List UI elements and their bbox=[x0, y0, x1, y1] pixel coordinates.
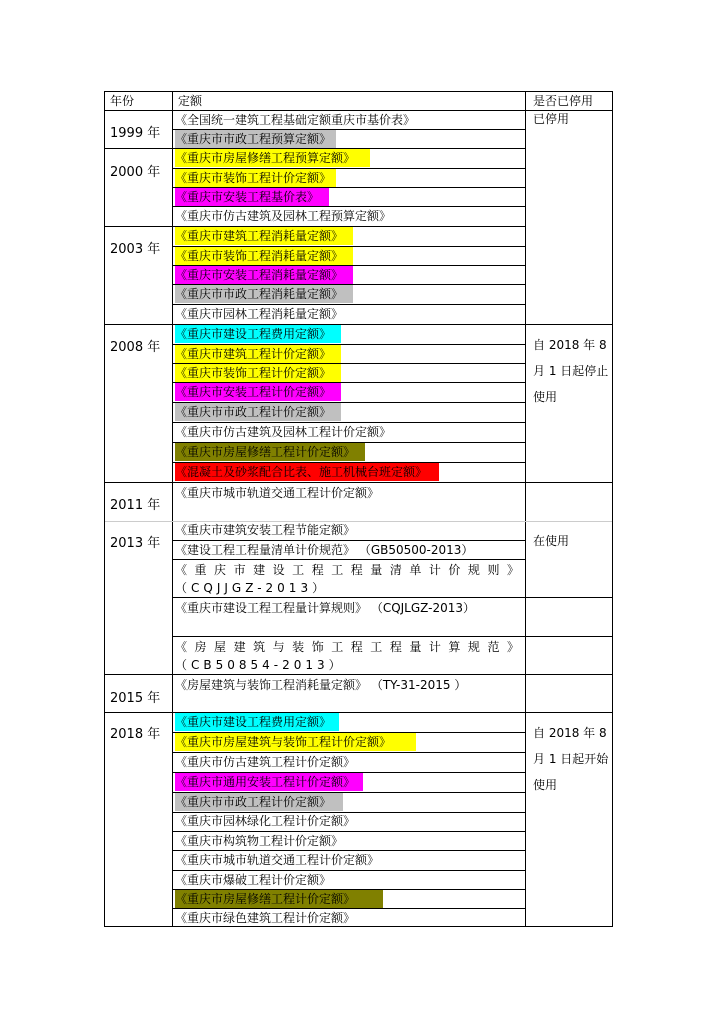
year-label: 1999 年 bbox=[110, 126, 161, 141]
quota-item: 《重庆市装饰工程计价定额》 bbox=[175, 169, 336, 187]
quota-item: 《重庆市建设工程工程量计算规则》 （CQJLGZ-2013） bbox=[175, 601, 476, 615]
quota-item: 《混凝土及砂浆配合比表、施工机械台班定额》 bbox=[175, 463, 439, 481]
year-label: 2011 年 bbox=[110, 498, 161, 513]
quota-item: 《重庆市市政工程消耗量定额》 bbox=[175, 285, 353, 303]
quota-item: 《重庆市通用安装工程计价定额》 bbox=[175, 773, 363, 791]
quota-item: 《建设工程工程量清单计价规范》 （GB50500-2013） bbox=[175, 543, 474, 557]
year-label: 2000 年 bbox=[110, 165, 161, 180]
quota-item: 《重庆市建设工程费用定额》 bbox=[175, 325, 341, 343]
quota-item: 《重庆市建设工程费用定额》 bbox=[175, 713, 339, 731]
year-label: 2015 年 bbox=[110, 691, 161, 706]
quota-item: 《重庆市市政工程预算定额》 bbox=[175, 130, 336, 148]
column-divider bbox=[525, 92, 526, 926]
header-quota: 定额 bbox=[178, 94, 203, 108]
quota-item: 《重庆市园林工程消耗量定额》 bbox=[175, 307, 344, 321]
quota-item: 《重庆市绿色建筑工程计价定额》 bbox=[175, 911, 356, 925]
quota-item: 《重庆市市政工程计价定额》 bbox=[175, 403, 341, 421]
status-text: 自 2018 年 8 月 1 日起停止使用 bbox=[533, 338, 609, 404]
quota-item: 《重庆市装饰工程计价定额》 bbox=[175, 364, 341, 382]
quota-item: 《重庆市建设工程工程量清单计价规则》（CQJJGZ-2013） bbox=[175, 563, 523, 595]
quota-item: 《重庆市爆破工程计价定额》 bbox=[175, 873, 332, 887]
year-label: 2013 年 bbox=[110, 536, 161, 551]
quota-item: 《重庆市房屋建筑与装饰工程计价定额》 bbox=[175, 733, 416, 751]
quota-item: 《重庆市房屋修缮工程预算定额》 bbox=[175, 149, 370, 167]
quota-item: 《重庆市园林绿化工程计价定额》 bbox=[175, 814, 356, 828]
quota-item: 《重庆市安装工程计价定额》 bbox=[175, 383, 341, 401]
quota-item: 《重庆市装饰工程消耗量定额》 bbox=[175, 247, 353, 265]
quota-item: 《重庆市安装工程消耗量定额》 bbox=[175, 266, 353, 284]
quota-item: 《重庆市建筑工程计价定额》 bbox=[175, 345, 341, 363]
quota-item: 《重庆市仿古建筑及园林工程预算定额》 bbox=[175, 209, 392, 223]
quota-item: 《全国统一建筑工程基础定额重庆市基价表》 bbox=[175, 113, 416, 127]
year-label: 2003 年 bbox=[110, 242, 161, 257]
quota-item: 《重庆市城市轨道交通工程计价定额》 bbox=[175, 853, 380, 867]
quota-item: 《重庆市建筑工程消耗量定额》 bbox=[175, 227, 353, 245]
quota-item: 《重庆市城市轨道交通工程计价定额》 bbox=[175, 486, 380, 500]
quota-table bbox=[104, 91, 613, 927]
header-year: 年份 bbox=[110, 94, 135, 108]
column-divider bbox=[172, 92, 173, 926]
status-text: 在使用 bbox=[533, 534, 570, 548]
quota-item: 《重庆市房屋修缮工程计价定额》 bbox=[175, 890, 383, 908]
quota-item: 《重庆市仿古建筑工程计价定额》 bbox=[175, 755, 356, 769]
quota-item: 《重庆市构筑物工程计价定额》 bbox=[175, 834, 344, 848]
quota-item: 《重庆市仿古建筑及园林工程计价定额》 bbox=[175, 425, 392, 439]
year-label: 2008 年 bbox=[110, 340, 161, 355]
header-status: 是否已停用 bbox=[533, 94, 594, 108]
quota-item: 《重庆市市政工程计价定额》 bbox=[175, 793, 343, 811]
year-label: 2018 年 bbox=[110, 727, 161, 742]
status-text: 已停用 bbox=[533, 112, 570, 126]
quota-item: 《重庆市房屋修缮工程计价定额》 bbox=[175, 443, 365, 461]
quota-item: 《房屋建筑与装饰工程消耗量定额》 （TY-31-2015 ） bbox=[175, 678, 467, 692]
quota-item: 《重庆市建筑安装工程节能定额》 bbox=[175, 523, 356, 537]
quota-item: 《重庆市安装工程基价表》 bbox=[175, 188, 329, 206]
quota-item: 《房屋建筑与装饰工程工程量计算规范》（CB50854-2013） bbox=[175, 640, 523, 672]
status-text: 自 2018 年 8 月 1 日起开始使用 bbox=[533, 726, 609, 792]
